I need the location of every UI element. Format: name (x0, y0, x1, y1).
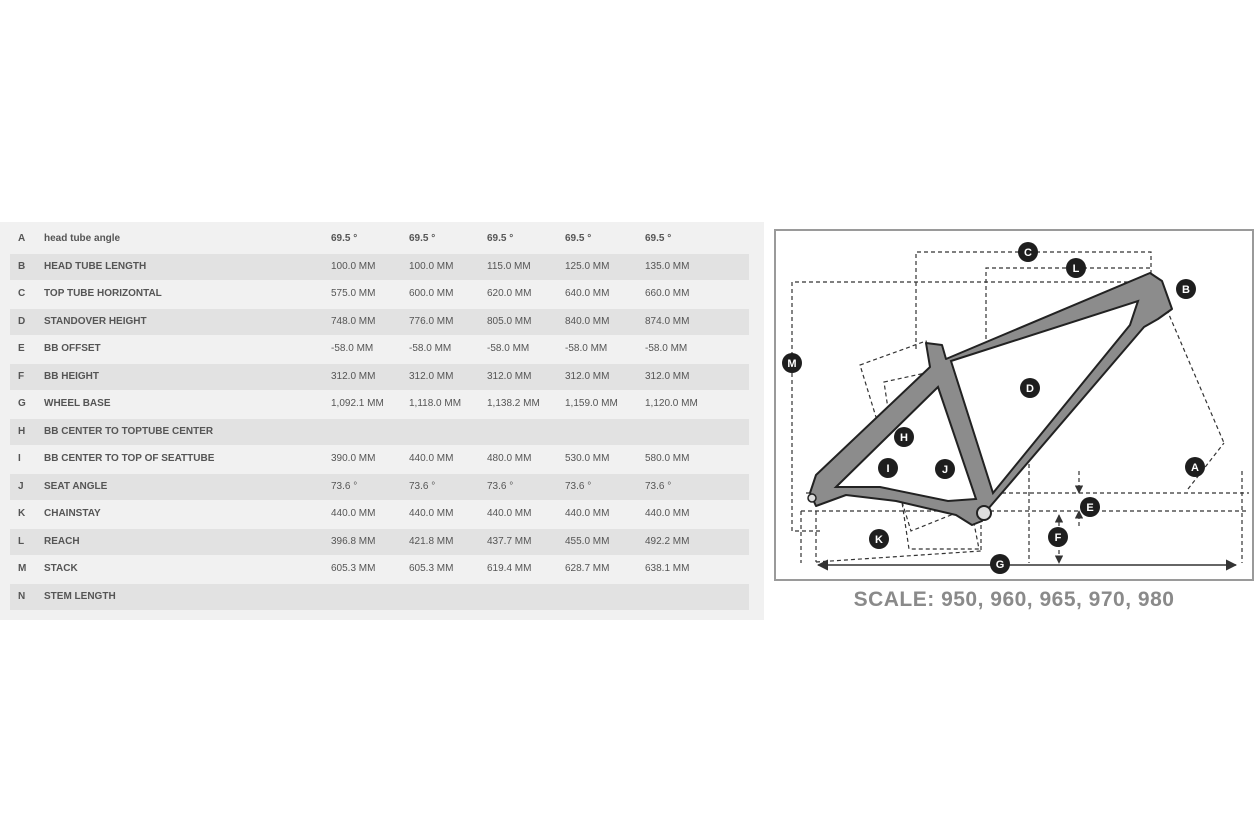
row-value-size-3: 480.0 MM (487, 453, 532, 464)
row-letter: D (18, 315, 26, 327)
label-g-text: G (995, 559, 1005, 571)
row-value-size-3: 312.0 MM (487, 370, 532, 382)
row-letter: A (18, 233, 26, 244)
table-row (10, 474, 749, 500)
row-measurement-name: STEM LENGTH (44, 590, 116, 602)
row-measurement-name: TOP TUBE HORIZONTAL (44, 288, 162, 299)
label-b (1176, 279, 1196, 299)
table-row (10, 364, 749, 390)
geometry-table (0, 222, 764, 620)
table-row (10, 254, 749, 280)
rear-dropout (808, 494, 816, 502)
row-letter: F (18, 370, 25, 382)
row-value-size-5: 73.6 ° (645, 480, 672, 492)
row-letter: J (18, 480, 24, 492)
label-a (1185, 457, 1205, 477)
table-row (10, 446, 749, 472)
row-letter: M (18, 563, 27, 574)
row-value-size-1: 575.0 MM (331, 288, 376, 299)
row-value-size-3: 1,138.2 MM (487, 398, 540, 409)
label-e (1080, 497, 1100, 517)
table-row (10, 281, 749, 307)
row-measurement-name: HEAD TUBE LENGTH (44, 260, 147, 272)
label-f-text: F (1054, 532, 1062, 544)
row-value-size-5: 580.0 MM (645, 453, 690, 464)
row-value-size-5: 492.2 MM (645, 535, 690, 547)
row-value-size-2: 69.5 ° (409, 233, 436, 244)
label-k-text: K (875, 534, 883, 546)
row-letter: B (18, 260, 26, 272)
row-measurement-name: BB CENTER TO TOP OF SEATTUBE (44, 453, 215, 464)
row-value-size-2: 605.3 MM (409, 563, 454, 574)
label-m (782, 353, 802, 373)
row-value-size-4: 840.0 MM (565, 315, 610, 327)
row-letter: E (18, 343, 25, 354)
row-measurement-name: SEAT ANGLE (44, 480, 108, 492)
label-c (1018, 242, 1038, 262)
row-letter: C (18, 288, 26, 299)
label-l (1066, 258, 1086, 278)
row-value-size-3: 437.7 MM (487, 535, 532, 547)
label-k (869, 529, 889, 549)
row-value-size-1: -58.0 MM (331, 343, 374, 354)
row-value-size-1: 748.0 MM (331, 315, 376, 327)
row-value-size-2: 440.0 MM (409, 508, 454, 519)
frame-diagram-svg (776, 231, 1252, 579)
row-value-size-2: -58.0 MM (409, 343, 452, 354)
row-value-size-3: 73.6 ° (487, 480, 514, 492)
row-value-size-5: 1,120.0 MM (645, 398, 698, 409)
row-value-size-1: 69.5 ° (331, 233, 358, 244)
label-l-text: L (1072, 263, 1080, 275)
row-value-size-3: 620.0 MM (487, 288, 532, 299)
row-value-size-5: -58.0 MM (645, 343, 688, 354)
dim-a-line (1164, 303, 1224, 443)
table-row (10, 309, 749, 335)
row-value-size-1: 73.6 ° (331, 480, 358, 492)
table-row (10, 226, 749, 252)
row-letter: K (18, 508, 26, 519)
label-d-text: D (1026, 383, 1034, 395)
label-i (878, 458, 898, 478)
row-value-size-2: 421.8 MM (409, 535, 454, 547)
row-value-size-1: 100.0 MM (331, 260, 376, 272)
row-value-size-2: 73.6 ° (409, 480, 436, 492)
label-f (1048, 527, 1068, 547)
row-measurement-name: BB OFFSET (44, 343, 101, 354)
row-value-size-4: 73.6 ° (565, 480, 592, 492)
row-letter: L (18, 535, 25, 547)
label-c-text: C (1024, 247, 1032, 259)
table-row (10, 556, 749, 582)
row-value-size-2: 776.0 MM (409, 315, 454, 327)
row-value-size-4: 125.0 MM (565, 260, 610, 272)
label-m-text: M (787, 358, 797, 370)
row-value-size-3: 805.0 MM (487, 315, 532, 327)
row-value-size-5: 874.0 MM (645, 315, 690, 327)
row-value-size-2: 600.0 MM (409, 288, 454, 299)
row-letter: G (18, 398, 26, 409)
row-value-size-5: 312.0 MM (645, 370, 690, 382)
row-value-size-1: 312.0 MM (331, 370, 376, 382)
bike-frame (808, 273, 1172, 525)
row-measurement-name: REACH (44, 535, 80, 547)
row-letter: N (18, 590, 26, 602)
table-row (10, 419, 749, 445)
row-value-size-1: 1,092.1 MM (331, 398, 384, 409)
row-value-size-1: 605.3 MM (331, 563, 376, 574)
label-h (894, 427, 914, 447)
label-g (990, 554, 1010, 574)
row-value-size-5: 440.0 MM (645, 508, 690, 519)
row-measurement-name: CHAINSTAY (44, 508, 101, 519)
table-row (10, 584, 749, 610)
row-value-size-3: 619.4 MM (487, 563, 532, 574)
row-measurement-name: STANDOVER HEIGHT (44, 315, 147, 327)
row-measurement-name: BB HEIGHT (44, 370, 99, 382)
label-e-text: E (1086, 502, 1094, 514)
row-value-size-5: 638.1 MM (645, 563, 690, 574)
row-value-size-2: 312.0 MM (409, 370, 454, 382)
row-measurement-name: WHEEL BASE (44, 398, 111, 409)
label-h-text: H (900, 432, 908, 444)
row-value-size-5: 69.5 ° (645, 233, 672, 244)
label-b-text: B (1182, 284, 1190, 296)
label-d (1020, 378, 1040, 398)
row-value-size-3: -58.0 MM (487, 343, 530, 354)
row-value-size-2: 440.0 MM (409, 453, 454, 464)
row-value-size-4: 530.0 MM (565, 453, 610, 464)
table-row (10, 391, 749, 417)
row-value-size-1: 390.0 MM (331, 453, 376, 464)
row-value-size-4: 1,159.0 MM (565, 398, 618, 409)
table-row (10, 529, 749, 555)
row-value-size-2: 1,118.0 MM (409, 398, 462, 409)
scale-caption: SCALE: 950, 960, 965, 970, 980 (853, 588, 1175, 611)
row-letter: I (18, 453, 21, 464)
row-value-size-5: 660.0 MM (645, 288, 690, 299)
row-measurement-name: STACK (44, 563, 78, 574)
row-value-size-3: 115.0 MM (487, 260, 531, 272)
label-j-text: J (941, 464, 949, 476)
row-value-size-3: 69.5 ° (487, 233, 514, 244)
row-value-size-3: 440.0 MM (487, 508, 532, 519)
row-measurement-name: BB CENTER TO TOPTUBE CENTER (44, 425, 214, 437)
row-value-size-4: 455.0 MM (565, 535, 610, 547)
row-value-size-1: 440.0 MM (331, 508, 376, 519)
row-letter: H (18, 425, 26, 437)
label-j (935, 459, 955, 479)
table-row (10, 501, 749, 527)
row-value-size-2: 100.0 MM (409, 260, 454, 272)
label-a-text: A (1191, 462, 1199, 474)
frame-geometry-diagram (774, 229, 1254, 581)
dim-k-line (816, 551, 981, 562)
row-value-size-4: 440.0 MM (565, 508, 610, 519)
row-value-size-4: 312.0 MM (565, 370, 610, 382)
bottom-bracket (977, 506, 991, 520)
row-measurement-name: head tube angle (44, 233, 121, 244)
row-value-size-4: -58.0 MM (565, 343, 608, 354)
row-value-size-4: 69.5 ° (565, 233, 592, 244)
table-row (10, 336, 749, 362)
row-value-size-5: 135.0 MM (645, 260, 690, 272)
row-value-size-1: 396.8 MM (331, 535, 376, 547)
label-i-text: I (886, 463, 890, 475)
row-value-size-4: 640.0 MM (565, 288, 610, 299)
row-value-size-4: 628.7 MM (565, 563, 610, 574)
